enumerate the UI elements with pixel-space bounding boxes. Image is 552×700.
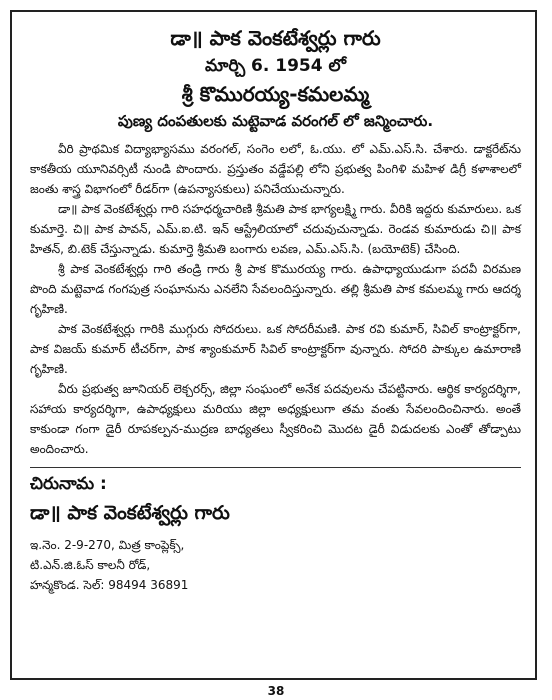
birth-date: మార్చి 6. 1954 లో <box>205 56 346 76</box>
address-line-2: టి.ఎన్.జి.ఓస్ కాలనీ రోడ్, <box>30 558 151 573</box>
paragraph-parents: శ్రీ పాక వెంకటేశ్వర్లు గారి తండ్రి గారు శ్రీ పాక కొమురయ్య గారు. ఉపాధ్యాయుడుగా పదవీ విరమణ పొంది మట్టెవాడ గంగపుత్ర సంఘానును ఎనలేని సేవలందిస్తున్నారు. తల్లి శ్రీమతి పాక కమలమ్మ గారు ఆదర్శ గృహిణి. <box>30 262 521 317</box>
parents-names: శ్రీ కొమురయ్య-కమలమ్మ <box>181 82 370 107</box>
birth-place-line: పుణ్య దంపతులకు మట్టెవాడ వరంగల్ లో జన్మించారు. <box>117 112 434 131</box>
heading-name: డా॥ పాక వెంకటేశ్వర్లు గారు <box>170 26 381 50</box>
page-frame <box>10 10 537 680</box>
paragraph-siblings: పాక వెంకటేశ్వర్లు గారికి ముగ్గురు సోదరులు. ఒక సోదరీమణి. పాక రవి కుమార్, సివిల్ కాంట్రాక్టర్‌గా, పాక విజయ్ కుమార్ టీచర్‌గా, పాక శ్యాంకుమార్ సివిల్ కాంట్రాక్టర్‌గా వున్నారు. సోదరి పాక్కుల ఉమారాణి గృహిణి. <box>30 322 521 377</box>
page-number: 38 <box>267 684 285 698</box>
paragraph-service: వీరు ప్రభుత్వ జూనియర్ లెక్చరర్స్, జిల్లా సంఘంలో అనేక పదవులను చేపట్టినారు. ఆర్థిక కార్యదర్శిగా, సహాయ కార్యదర్శిగా, ఉపాధ్యక్షులు మరియు జిల్లా అధ్యక్షులుగా తమ వంతు సేవలందించినారు. అంతే కాకుండా గంగా డైరీ రూపకల్పన-ముద్రణ బాధ్యతలు స్వీకరించి మొదట డైరీ విడుదలకు ఎంతో తోడ్పాటు అందించారు. <box>30 382 521 457</box>
paragraph-education: వీరి ప్రాథమిక విద్యాభ్యాసము వరంగల్, సంగెం లలో, ఓ.యు. లో ఎమ్.ఎస్.సి. చేశారు. డాక్టరేట్‌ను కాకతీయ యూనివర్సిటీ నుండి పొందారు. ప్రస్తుతం వడ్డేపల్లి లోని ప్రభుత్వ పింగిళి మహిళ డిగ్రీ కళాశాలలో జంతు శాస్త్ర విభాగంలో రీడర్‌గా (ఉపన్యాసకులు) పనిచేయుచున్నారు. <box>30 142 521 197</box>
address-line-1: ఇ.నెం. 2-9-270, మిత్ర కాంప్లెక్స్, <box>30 538 185 553</box>
paragraph-family: డా॥ పాక వెంకటేశ్వర్లు గారి సహధర్మచారిణి శ్రీమతి పాక భాగ్యలక్ష్మి గారు. వీరికి ఇద్దరు కుమారులు. ఒక కుమార్తె. చి॥ పాక పావన్, ఎమ్.ఐ.టి. ఇన్ ఆస్ట్రేలియాలో చదువుచున్నాడు. రెండవ కుమారుడు చి॥ పాక హితన్, బి.టెక్ చేస్తున్నాడు. కుమార్తె శ్రీమతి బంగారు లవణ, ఎమ్.ఎస్.సి. (బయోటెక్) చేసింది. <box>30 202 521 257</box>
address-title: చిరునామ : <box>30 474 107 495</box>
biography-body <box>30 139 521 459</box>
address-name: డా॥ పాక వెంకటేశ్వర్లు గారు <box>30 502 230 525</box>
divider <box>30 467 521 468</box>
address-block <box>30 474 521 595</box>
address-line-3: హన్మకొండ. సెల్: 98494 36891 <box>30 578 189 593</box>
